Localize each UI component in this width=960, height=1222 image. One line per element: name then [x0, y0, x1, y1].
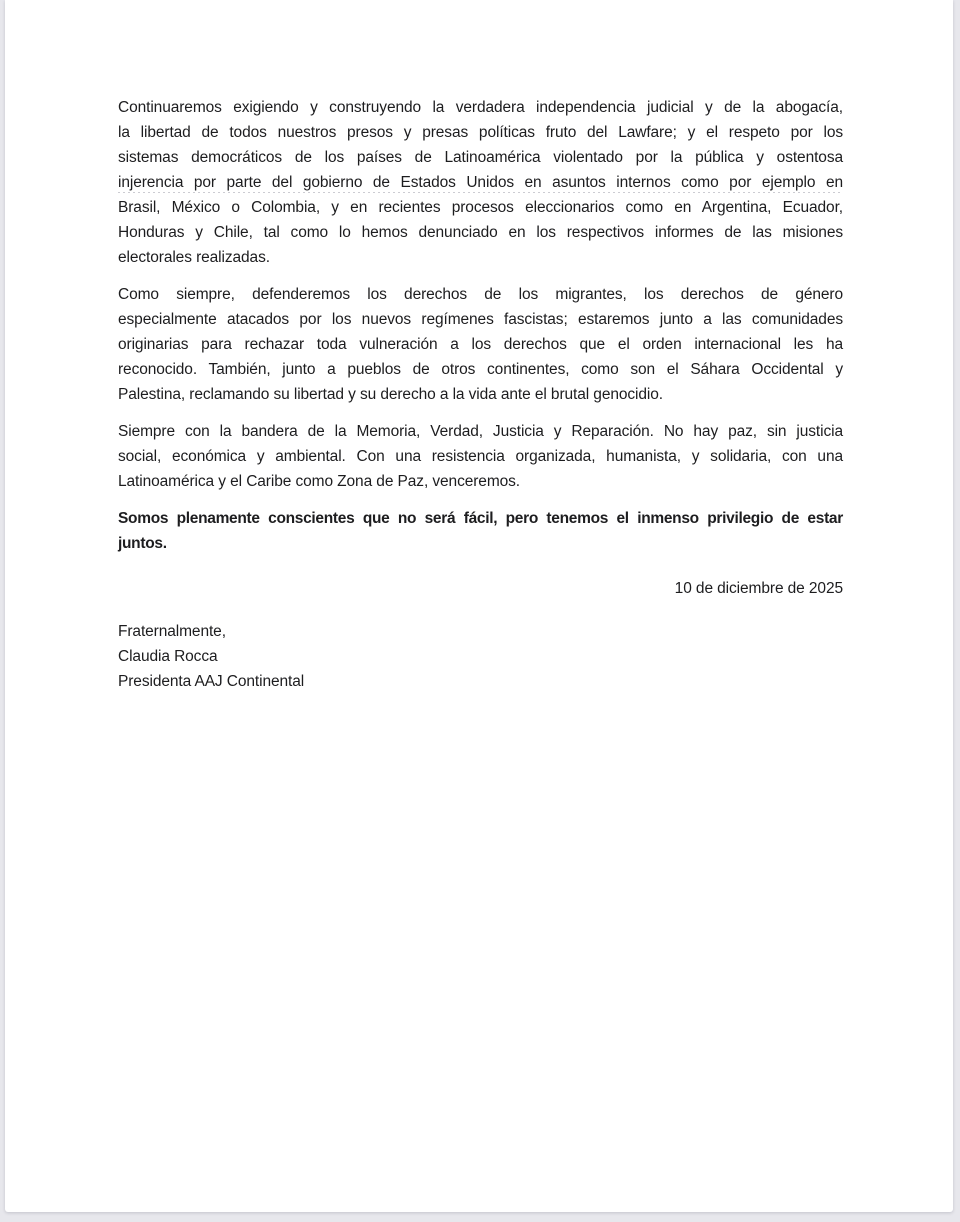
letter-line: social, económica y ambiental. Con una resistencia organizada, humanista, y solidaria, con una	[118, 448, 843, 465]
signature-name: Claudia Rocca	[118, 648, 218, 665]
letter-line: Somos plenamente conscientes que no será fácil, pero tenemos el inmenso privilegio de estar	[118, 510, 843, 527]
letter-line: Honduras y Chile, tal como lo hemos denunciado en los respectivos informes de las misiones	[118, 224, 843, 241]
paragraph-2	[118, 282, 843, 407]
letter-line: la libertad de todos nuestros presos y presas políticas fruto del Lawfare; y el respeto por los	[118, 124, 843, 141]
letter-line: reconocido. También, junto a pueblos de otros continentes, como son el Sáhara Occidental y	[118, 361, 843, 378]
letter-line: originarias para rechazar toda vulneración a los derechos que el orden internacional les ha	[118, 336, 843, 353]
letter-line: Continuaremos exigiendo y construyendo la verdadera independencia judicial y de la abogacía,	[118, 99, 843, 116]
closing-line: Fraternalmente,	[118, 623, 226, 640]
letter-line: Siempre con la bandera de la Memoria, Verdad, Justicia y Reparación. No hay paz, sin justicia	[118, 423, 843, 440]
letter-line: sistemas democráticos de los países de Latinoamérica violentado por la pública y ostentosa	[118, 149, 843, 166]
letter-line: juntos.	[118, 535, 167, 552]
letter-page	[5, 0, 953, 1212]
letter-line: Como siempre, defenderemos los derechos de los migrantes, los derechos de género	[118, 286, 843, 303]
paragraph-3	[118, 419, 843, 494]
letter-line: Brasil, México o Colombia, y en recientes procesos eleccionarios como en Argentina, Ecuador,	[118, 199, 843, 216]
letter-line: especialmente atacados por los nuevos regímenes fascistas; estaremos junto a las comunidades	[118, 311, 843, 328]
signature-block	[118, 619, 843, 694]
letter-line: injerencia por parte del gobierno de Estados Unidos en asuntos internos como por ejemplo en	[118, 170, 843, 195]
letter-line: Palestina, reclamando su libertad y su derecho a la vida ante el brutal genocidio.	[118, 386, 663, 403]
paragraph-1	[118, 95, 843, 270]
letter-line: Latinoamérica y el Caribe como Zona de Paz, venceremos.	[118, 473, 521, 490]
signature-title: Presidenta AAJ Continental	[118, 673, 305, 690]
letter-body	[118, 95, 843, 694]
paragraph-4-bold	[118, 506, 843, 556]
date-line: 10 de diciembre de 2025	[674, 580, 843, 597]
letter-line: electorales realizadas.	[118, 249, 270, 266]
